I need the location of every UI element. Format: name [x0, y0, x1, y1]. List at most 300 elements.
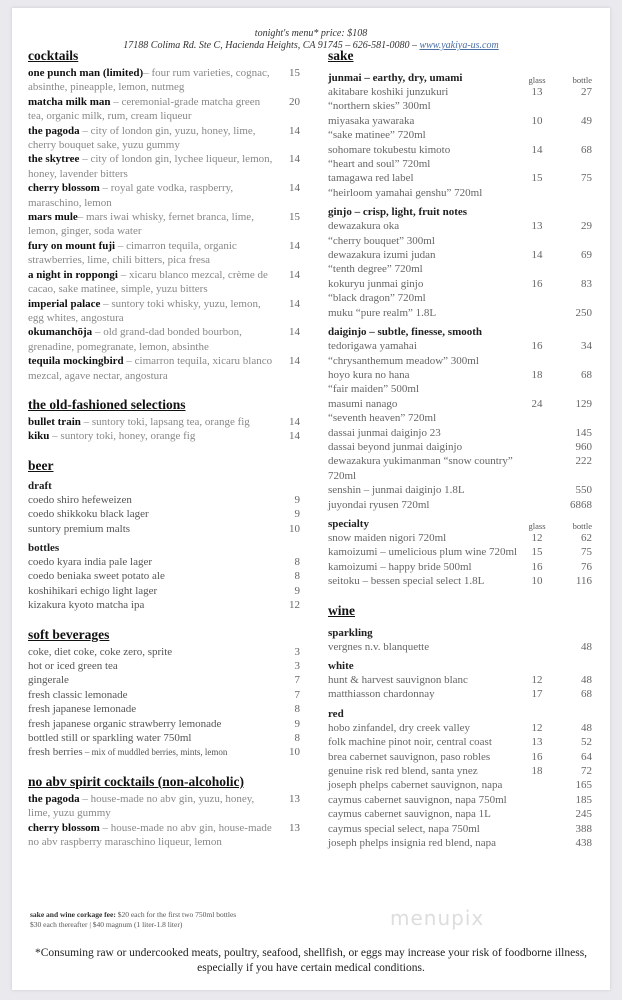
menu-item: [28, 354, 300, 383]
item-price: 12: [289, 599, 300, 612]
bottle-price: 6868: [570, 498, 592, 511]
item-price: 13: [289, 821, 300, 834]
item-price: 8: [294, 732, 300, 745]
drink-item: [328, 673, 592, 687]
drink-item-subtitle: [328, 382, 592, 396]
item-price: 14: [289, 124, 300, 137]
menu-item: [28, 702, 300, 716]
menu-item: [28, 95, 300, 124]
glass-price: [522, 454, 552, 483]
bottle-price: 75: [581, 546, 592, 559]
glass-price: 10: [531, 575, 543, 588]
drink-item: [328, 143, 592, 157]
section-title: cocktails: [28, 48, 79, 63]
item-name: mars mule: [28, 211, 78, 224]
section-title: the old-fashioned selections: [28, 396, 186, 412]
drink-item: [328, 85, 592, 99]
subsection-title: ginjo – crisp, light, fruit notes: [328, 206, 468, 219]
drink-item-subtitle: [328, 262, 592, 276]
bottle-price: 438: [575, 837, 592, 850]
subsection-header: [328, 621, 592, 640]
glass-price: 13: [531, 86, 543, 98]
item-text: [28, 124, 276, 153]
left-column: [28, 48, 300, 863]
item-subname: “seventh heaven” 720ml: [328, 412, 437, 425]
glass-price: [522, 778, 552, 792]
subsection-header: [328, 66, 592, 85]
item-name: gingerale: [28, 674, 69, 687]
drink-item: [328, 778, 592, 792]
item-name: dewazakura yukimanman “snow country” 720ml: [328, 455, 513, 482]
menu-section: [28, 627, 300, 760]
corkage-note: [30, 910, 236, 930]
menu-item: [28, 152, 300, 181]
item-price: 14: [289, 239, 300, 252]
item-name: caymus cabernet sauvignon, napa 750ml: [328, 793, 507, 806]
watermark-logo: menupix: [390, 906, 485, 930]
item-subname: “tenth degree” 720ml: [328, 263, 423, 276]
bottle-price: 29: [581, 220, 592, 233]
item-description: – city of london gin, lychee liqueur, lemon, honey, lavender bitters: [28, 153, 273, 180]
menu-item: [28, 268, 300, 297]
item-name: one punch man (limited): [28, 67, 144, 79]
menu-item: [28, 717, 300, 731]
drink-item-subtitle: [328, 157, 592, 171]
item-subname: “heart and soul” 720ml: [328, 158, 431, 171]
menu-item: [28, 297, 300, 326]
item-name: kamoizumi – happy bride 500ml: [328, 560, 472, 573]
drink-item: [328, 807, 592, 821]
bottle-price: 388: [575, 822, 592, 835]
item-price: 14: [289, 430, 300, 443]
bottle-price: 68: [581, 143, 592, 156]
item-name: imperial palace: [28, 297, 101, 310]
item-name: kokuryu junmai ginjo: [328, 277, 424, 290]
subsection-header: [328, 702, 592, 721]
menu-page: [12, 8, 610, 990]
drink-item: [328, 114, 592, 128]
item-price: 3: [294, 660, 300, 672]
item-description: – old grand-dad bonded bourbon, grenadine, pomegranate, lemon, absinthe: [28, 326, 242, 353]
menu-item: [28, 415, 300, 429]
bottle-price: 145: [575, 426, 592, 439]
subsection-title: bottles: [28, 541, 60, 554]
glass-price: 14: [531, 249, 543, 262]
item-name: caymus special select, napa 750ml: [328, 822, 480, 835]
item-price: 8: [294, 703, 300, 716]
item-name: tedorigawa yamahai: [328, 340, 417, 353]
item-name: a night in roppongi: [28, 268, 118, 281]
corkage-label: sake and wine corkage fee:: [30, 910, 116, 919]
item-name: joseph phelps insignia red blend, napa: [328, 837, 497, 850]
menu-item: [28, 239, 300, 268]
menu-item: [28, 821, 300, 850]
item-price: 14: [289, 182, 300, 195]
subsection-title: draft: [28, 479, 52, 492]
bottle-price: 550: [575, 484, 592, 497]
glass-price: [522, 807, 552, 821]
menu-item: [28, 659, 300, 673]
item-text: [28, 181, 276, 210]
drink-item: [328, 531, 592, 545]
glass-price: 16: [531, 560, 543, 573]
drink-item: [328, 545, 592, 559]
bottle-price: 27: [581, 86, 592, 98]
menu-item: [28, 598, 300, 612]
item-price: 7: [294, 674, 300, 687]
drink-item: [328, 822, 592, 836]
item-name: dassai junmai daiginjo 23: [328, 426, 441, 439]
section-title: no abv spirit cocktails (non-alcoholic): [28, 773, 245, 789]
item-text: [28, 645, 276, 659]
glass-price: [522, 793, 552, 807]
glass-price: [522, 440, 552, 454]
drink-item: [328, 721, 592, 735]
item-description: – mars iwai whisky, fernet branca, lime, lemon, ginger, soda water: [28, 211, 254, 238]
bottle-column-label: bottle: [572, 520, 592, 531]
item-text: [28, 152, 276, 181]
glass-price: [522, 498, 552, 512]
corkage-line2: $30 each thereafter | $40 magnum (1 liter-1.8 liter): [30, 920, 183, 929]
bottle-price: 185: [575, 793, 592, 806]
subsection-header: [328, 320, 592, 339]
item-name: cherry blossom: [28, 182, 100, 195]
item-name: fresh japanese lemonade: [28, 703, 137, 716]
item-name: snow maiden nigori 720ml: [328, 531, 447, 544]
bottle-price: 165: [575, 779, 592, 792]
subsection-header: [328, 654, 592, 673]
item-description: – royal gate vodka, raspberry, maraschino, lemon: [28, 182, 234, 209]
item-price: 14: [289, 415, 300, 428]
item-subname: “cherry bouquet” 300ml: [328, 234, 435, 247]
item-name: fresh berries: [28, 746, 83, 759]
item-price: 14: [289, 268, 300, 281]
subsection-title: junmai – earthy, dry, umami: [328, 72, 463, 84]
bottle-price: 250: [575, 306, 592, 319]
drink-item: [328, 440, 592, 454]
item-subname: “fair maiden” 500ml: [328, 383, 420, 396]
glass-price: 12: [531, 531, 543, 544]
item-subname: “black dragon” 720ml: [328, 292, 426, 305]
item-subname: “heirloom yamahai genshu” 720ml: [328, 186, 483, 199]
menu-item: [28, 522, 300, 536]
glass-column-label: glass: [528, 75, 546, 85]
bottle-price: 64: [581, 750, 592, 763]
right-column: [328, 48, 592, 864]
item-text: [28, 702, 276, 716]
item-price: 20: [289, 95, 300, 108]
drink-item: [328, 171, 592, 185]
drink-item-subtitle: [328, 186, 592, 200]
bottle-price: 68: [581, 688, 592, 701]
glass-price: 13: [531, 736, 543, 749]
menu-price: tonight's menu* price: $108: [254, 28, 368, 39]
sake-section: [328, 48, 592, 589]
item-name: fresh classic lemonade: [28, 688, 128, 701]
item-name: seitoku – bessen special select 1.8L: [328, 575, 485, 588]
item-description: – suntory toki, lapsang tea, orange fig: [80, 415, 250, 428]
item-name: miyasaka yawaraka: [328, 114, 415, 127]
item-note: – mix of muddled berries, mints, lemon: [82, 747, 228, 758]
item-name: coedo shikkoku black lager: [28, 508, 149, 521]
menu-section: [28, 458, 300, 613]
item-subname: “chrysanthemum meadow” 300ml: [328, 354, 479, 367]
bottle-price: 83: [581, 277, 592, 290]
glass-column-label: glass: [528, 520, 546, 531]
menu-item: [28, 493, 300, 507]
item-name: genuine risk red blend, santa ynez: [328, 765, 478, 778]
item-name: dewazakura oka: [328, 220, 400, 233]
item-name: juyondai ryusen 720ml: [328, 498, 430, 511]
drink-item-subtitle: [328, 291, 592, 305]
item-price: 9: [294, 584, 300, 597]
item-name: hoyo kura no hana: [328, 368, 410, 381]
menu-section: [28, 397, 300, 444]
glass-price: 18: [531, 368, 543, 381]
drink-item: [328, 483, 592, 497]
glass-price: 12: [531, 721, 543, 734]
item-price: 8: [294, 555, 300, 568]
item-description: – house-made no abv gin, yuzu, honey, lime, yuzu gummy: [28, 792, 255, 820]
item-name: tequila mockingbird: [28, 355, 124, 368]
item-name: the pagoda: [28, 124, 80, 137]
glass-price: 13: [531, 220, 543, 233]
menu-item: [28, 745, 300, 759]
menu-section: [28, 774, 300, 850]
item-name: dewazakura izumi judan: [328, 249, 436, 262]
item-text: [28, 821, 276, 850]
drink-item: [328, 339, 592, 353]
item-name: akitabare koshiki junzukuri: [328, 86, 449, 98]
item-name: muku “pure realm” 1.8L: [328, 306, 437, 319]
item-name: fury on mount fuji: [28, 239, 116, 252]
subsection-title: daiginjo – subtle, finesse, smooth: [328, 326, 483, 339]
bottle-price: 48: [581, 721, 592, 734]
item-subname: “sake matinee” 720ml: [328, 129, 426, 142]
bottle-price: 76: [581, 560, 592, 573]
item-text: [28, 745, 276, 759]
bottle-price: 960: [575, 440, 592, 453]
item-text: [28, 659, 276, 673]
menu-item: [28, 569, 300, 583]
item-name: bottled still or sparkling water 750ml: [28, 732, 192, 745]
menu-item: [28, 124, 300, 153]
bottle-price: 116: [575, 575, 592, 588]
item-text: [28, 688, 276, 702]
item-name: brea cabernet sauvignon, paso robles: [328, 750, 491, 763]
glass-price: 10: [531, 114, 543, 127]
item-price: 13: [289, 792, 300, 805]
drink-item: [328, 574, 592, 588]
item-description: – suntory toki, honey, orange fig: [49, 430, 196, 443]
glass-price: [522, 483, 552, 497]
bottle-price: 75: [581, 172, 592, 185]
item-name: suntory premium malts: [28, 522, 131, 535]
item-name: masumi nanago: [328, 397, 398, 410]
drink-item: [328, 219, 592, 233]
item-name: kamoizumi – umelicious plum wine 720ml: [328, 546, 518, 559]
item-name: the skytree: [28, 153, 80, 166]
item-description: – ceremonial-grade matcha green tea, organic milk, rum, cream liqueur: [28, 95, 261, 123]
section-title: sake: [328, 48, 354, 63]
menu-item: [28, 507, 300, 521]
drink-item-subtitle: [328, 234, 592, 248]
item-price: 7: [294, 688, 300, 701]
item-name: coedo beniaka sweet potato ale: [28, 570, 165, 583]
item-price: 14: [289, 355, 300, 368]
item-text: [28, 325, 276, 354]
item-price: 14: [289, 326, 300, 339]
item-name: sohomare tokubestu kimoto: [328, 143, 451, 156]
glass-price: 16: [531, 750, 543, 763]
item-description: – xicaru blanco mezcal, crème de cacao, sake matinee, simple, yuzu bitters: [28, 268, 268, 296]
menu-item: [28, 66, 300, 95]
item-name: matthiasson chardonnay: [328, 688, 435, 701]
item-name: senshin – junmai daiginjo 1.8L: [328, 484, 465, 497]
glass-price: 17: [531, 688, 543, 701]
drink-item: [328, 277, 592, 291]
item-name: koshihikari echigo light lager: [28, 584, 158, 597]
wine-section: [328, 603, 592, 851]
bottle-price: 52: [581, 736, 592, 749]
item-text: [28, 239, 276, 268]
item-price: 3: [294, 645, 300, 658]
bottle-price: 222: [575, 455, 592, 468]
item-price: 14: [289, 153, 300, 166]
bottle-price: 245: [575, 808, 592, 821]
subsection-header: [328, 512, 592, 531]
drink-item: [328, 368, 592, 382]
bottle-price: 49: [581, 114, 592, 127]
item-name: fresh japanese organic strawberry lemonade: [28, 717, 222, 730]
bottle-price: 62: [581, 531, 592, 544]
item-description: – cimarron tequila, organic strawberries, lime, chili bitters, pica fresa: [28, 239, 237, 267]
glass-price: 15: [531, 546, 543, 559]
drink-item: [328, 306, 592, 320]
menu-item: [28, 429, 300, 443]
drink-item: [328, 397, 592, 411]
item-text: [28, 210, 276, 239]
item-name: coke, diet coke, coke zero, sprite: [28, 645, 173, 658]
menu-item: [28, 210, 300, 239]
item-name: cherry blossom: [28, 821, 100, 834]
drink-item-subtitle: [328, 128, 592, 142]
bottle-price: 129: [575, 397, 592, 410]
item-description: – cimarron tequila, xicaru blanco mezcal, agave nectar, angostura: [28, 355, 273, 382]
subsection-title: white: [328, 660, 354, 672]
item-name: folk machine pinot noir, central coast: [328, 736, 492, 749]
drink-item: [328, 640, 592, 654]
item-name: the pagoda: [28, 792, 80, 805]
item-text: [28, 717, 276, 731]
item-name: matcha milk man: [28, 95, 111, 108]
drink-item: [328, 498, 592, 512]
item-name: dassai beyond junmai daiginjo: [328, 440, 463, 453]
item-text: [28, 66, 276, 95]
glass-price: 14: [531, 143, 543, 156]
item-text: [28, 95, 276, 124]
menu-item: [28, 688, 300, 702]
item-price: 15: [289, 211, 300, 224]
item-description: – suntory toki whisky, yuzu, lemon, egg whites, angostura: [28, 297, 261, 324]
item-name: coedo shiro hefeweizen: [28, 493, 132, 506]
drink-item-subtitle: [328, 99, 592, 113]
glass-price: 24: [531, 397, 543, 410]
item-description: – house-made no abv gin, house-made no abv raspberry maraschino liqueur, lemon: [28, 821, 272, 849]
menu-item: [28, 645, 300, 659]
subsection-header: [328, 200, 592, 219]
glass-price: 16: [531, 277, 543, 290]
drink-item: [328, 454, 592, 483]
item-subname: “northern skies” 300ml: [328, 100, 431, 113]
item-price: 8: [294, 570, 300, 583]
menu-item: [28, 731, 300, 745]
section-title: wine: [328, 602, 355, 618]
glass-price: [522, 306, 552, 320]
item-name: tamagawa red label: [328, 172, 414, 185]
glass-price: [522, 822, 552, 836]
drink-item: [328, 793, 592, 807]
bottle-column-label: bottle: [572, 75, 592, 85]
item-name: hot or iced green tea: [28, 660, 118, 672]
item-price: 15: [289, 67, 300, 79]
item-price: 9: [294, 493, 300, 506]
menu-section: [28, 48, 300, 383]
glass-price: 15: [531, 172, 543, 185]
menu-item: [28, 792, 300, 821]
glass-price: [522, 426, 552, 440]
glass-price: 18: [531, 765, 543, 778]
menu-item: [28, 584, 300, 598]
drink-item: [328, 560, 592, 574]
item-price: 10: [289, 522, 300, 535]
glass-price: 16: [531, 340, 543, 353]
bottle-price: 48: [581, 674, 592, 686]
bottle-price: 34: [581, 340, 592, 353]
website-link[interactable]: www.yakiya-us.com: [419, 40, 499, 51]
drink-item: [328, 836, 592, 850]
item-text: [28, 297, 276, 326]
item-price: 10: [289, 746, 300, 759]
glass-price: 12: [531, 674, 543, 686]
glass-price: [522, 836, 552, 850]
menu-item: [28, 181, 300, 210]
item-name: hunt & harvest sauvignon blanc: [328, 674, 468, 686]
item-price: 14: [289, 297, 300, 310]
item-name: hobo zinfandel, dry creek valley: [328, 721, 471, 734]
subsection-title: red: [328, 707, 344, 720]
item-name: joseph phelps cabernet sauvignon, napa: [328, 779, 503, 792]
drink-item: [328, 735, 592, 749]
item-price: 9: [294, 717, 300, 730]
item-description: – city of london gin, yuzu, honey, lime, cherry bouquet sake, yuzu gummy: [28, 124, 256, 152]
item-name: bullet train: [28, 415, 81, 428]
section-title: soft beverages: [28, 626, 110, 642]
bottle-price: 68: [581, 368, 592, 381]
item-name: okumanchōja: [28, 326, 93, 339]
item-name: caymus cabernet sauvignon, napa 1L: [328, 808, 491, 821]
item-text: [28, 792, 276, 821]
item-text: [28, 673, 276, 687]
section-title: beer: [28, 457, 54, 473]
glass-price: [522, 640, 552, 654]
item-text: [28, 731, 276, 745]
drink-item: [328, 764, 592, 778]
drink-item: [328, 687, 592, 701]
corkage-text: $20 each for the first two 750ml bottles: [115, 910, 237, 919]
subsection-title: sparkling: [328, 626, 373, 639]
bottle-price: 48: [581, 640, 592, 653]
